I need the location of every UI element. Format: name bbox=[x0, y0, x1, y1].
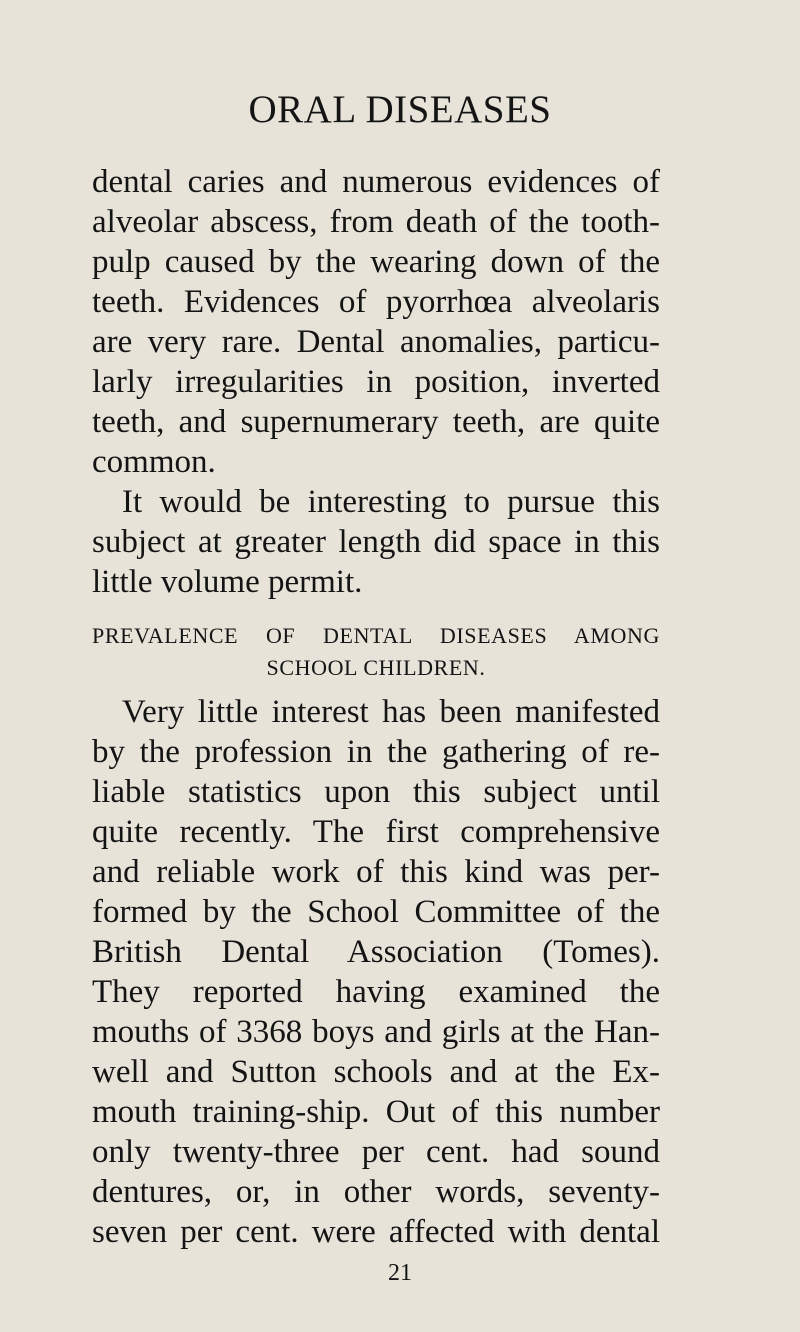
text-line: mouths of 3368 boys and girls at the Han- bbox=[92, 1014, 660, 1050]
text-line: seven per cent. were affected with dental bbox=[92, 1214, 660, 1250]
text-line: formed by the School Committee of the bbox=[92, 894, 660, 930]
text-line: It would be interesting to pursue this bbox=[122, 484, 660, 520]
text-line: quite recently. The first comprehensive bbox=[92, 814, 660, 850]
text-line: They reported having examined the bbox=[92, 974, 660, 1010]
text-line: well and Sutton schools and at the Ex- bbox=[92, 1054, 660, 1090]
text-line: alveolar abscess, from death of the tooth- bbox=[92, 204, 660, 240]
text-line: dentures, or, in other words, seventy- bbox=[92, 1174, 660, 1210]
text-line: subject at greater length did space in this bbox=[92, 524, 660, 560]
text-line: teeth, and supernumerary teeth, are quite bbox=[92, 404, 660, 440]
section-heading-line: PREVALENCE OF DENTAL DISEASES AMONG bbox=[92, 623, 660, 648]
running-head: ORAL DISEASES bbox=[248, 88, 552, 131]
section-heading-line: SCHOOL CHILDREN. bbox=[266, 655, 486, 680]
text-line: little volume permit. bbox=[92, 564, 363, 600]
text-line: Very little interest has been manifested bbox=[122, 694, 660, 730]
text-line: larly irregularities in position, inverted bbox=[92, 364, 660, 400]
text-line: common. bbox=[92, 444, 216, 480]
text-line: by the profession in the gathering of re- bbox=[92, 734, 660, 770]
text-line: dental caries and numerous evidences of bbox=[92, 164, 660, 200]
page-number: 21 bbox=[388, 1260, 412, 1286]
text-line: teeth. Evidences of pyorrhœa alveolaris bbox=[92, 284, 660, 320]
text-line: and reliable work of this kind was per- bbox=[92, 854, 660, 890]
text-line: liable statistics upon this subject until bbox=[92, 774, 660, 810]
text-line: British Dental Association (Tomes). bbox=[92, 934, 660, 970]
text-line: only twenty-three per cent. had sound bbox=[92, 1134, 660, 1170]
text-line: mouth training-ship. Out of this number bbox=[92, 1094, 660, 1130]
text-line: pulp caused by the wearing down of the bbox=[92, 244, 660, 280]
text-line: are very rare. Dental anomalies, particu- bbox=[92, 324, 660, 360]
